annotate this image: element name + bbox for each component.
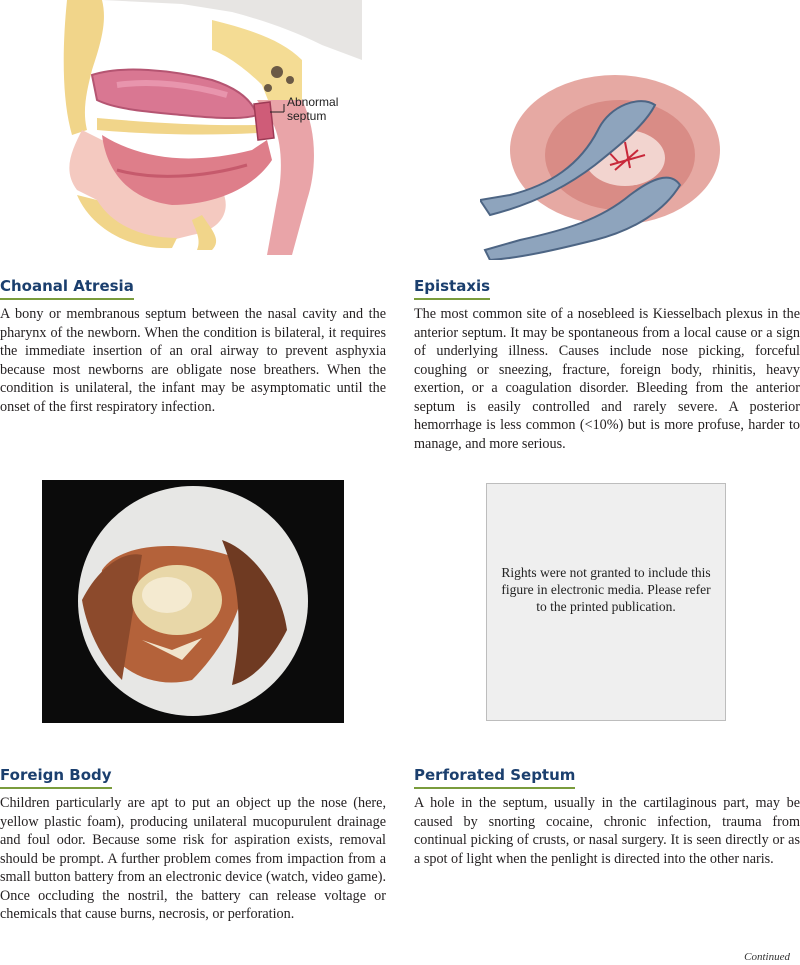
continued-label: Continued [744, 951, 790, 963]
epistaxis-heading: Epistaxis [414, 277, 491, 295]
perforated-septum-heading: Perforated Septum [414, 766, 576, 784]
foreign-body-photo [42, 480, 344, 723]
epistaxis-text: The most common site of a nosebleed is Kiesselbach plexus in the anterior septum. It may be spontaneous from a local cause or a sign of underlying illness. Causes include nose picking, forceful coughing or sneezing, fracture, foreign body, rhinitis, heavy exertion, or a coagulation disorder. Bleeding from the anterior septum is easily controlled and rarely severe. A posterior hemorrhage is less common (<10%) but is more profuse, harder to manage, and more serious. [414, 306, 800, 452]
choanal-atresia-illustration [62, 0, 362, 255]
choanal-atresia-text: A bony or membranous septum between the nasal cavity and the pharynx of the newborn. When the condition is bilateral, it requires the immediate insertion of an oral airway to prevent asphyxia because most newborns are obligate nose breathers. When the condition is unilateral, the infant may be asymptomatic until the onset of the first respiratory infection. [0, 306, 386, 415]
epistaxis-illustration [480, 70, 720, 260]
choanal-atresia-heading: Choanal Atresia [0, 277, 134, 295]
foreign-body-text: Children particularly are apt to put an object up the nose (here, yellow plastic foam), producing unilateral mucopurulent drainage and foul odor. Because some risk for aspiration exists, removal should be prompt. A further problem comes from impaction from a small button battery from an electronic device (watch, video game). Once occluding the nostril, the battery can release voltage or chemicals that cause burns, necrosis, or perforation. [0, 795, 386, 922]
abnormal-septum-label: Abnormal septum [287, 95, 339, 123]
perforated-septum-text: A hole in the septum, usually in the cartilaginous part, may be caused by snorting cocaine, chronic infection, trauma from continual picking of crusts, or nasal surgery. It is seen directly or as a spot of light when the penlight is directed into the other naris. [414, 795, 800, 867]
foreign-body-heading: Foreign Body [0, 766, 112, 784]
rights-not-granted-placeholder [486, 483, 726, 721]
rights-notice-text: Rights were not granted to include this figure in electronic media. Please refer to the printed publication. [501, 565, 711, 614]
